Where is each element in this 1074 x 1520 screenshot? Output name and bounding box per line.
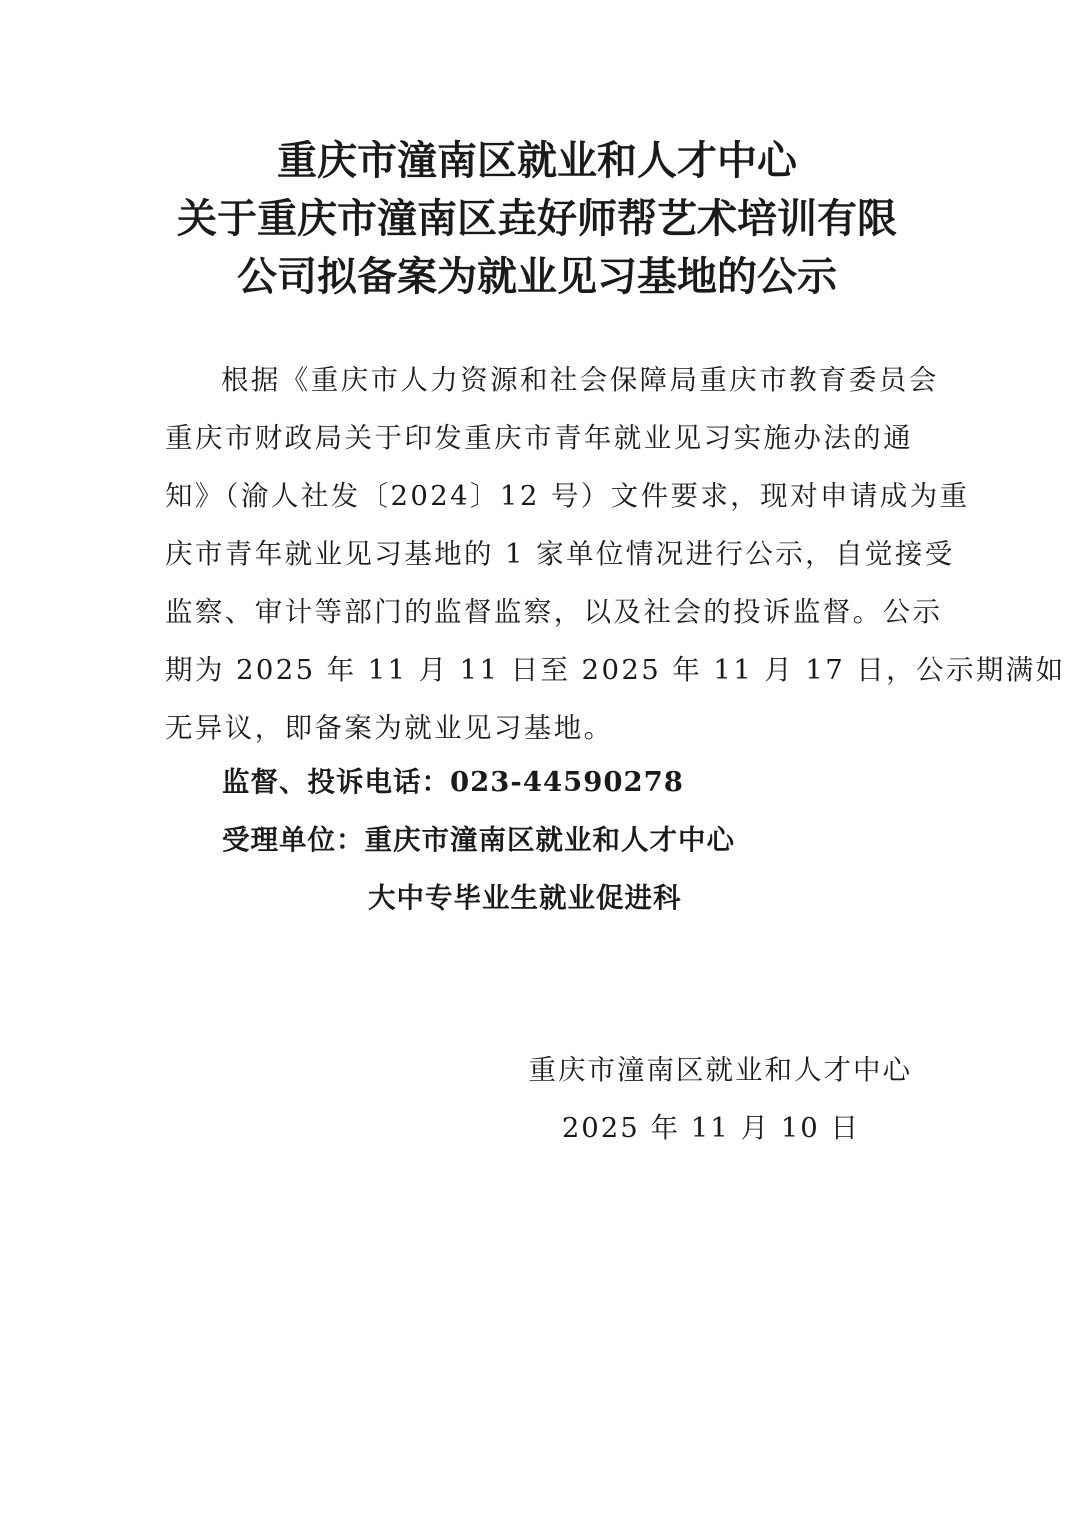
complaint-phone: 监督、投诉电话：023-44590278 — [222, 766, 684, 798]
signature-date: 2025 年 11 月 10 日 — [561, 1112, 860, 1144]
body-line-6: 期为 2025 年 11 月 11 日至 2025 年 11 月 17 日，公示期满如 — [165, 654, 1066, 686]
body-line-7: 无异议，即备案为就业见习基地。 — [165, 712, 614, 744]
title-line-1: 重庆市潼南区就业和人才中心 — [277, 137, 797, 184]
body-line-4: 庆市青年就业见习基地的 1 家单位情况进行公示，自觉接受 — [165, 538, 955, 570]
signature-organization: 重庆市潼南区就业和人才中心 — [528, 1054, 912, 1086]
body-paragraph — [165, 351, 1066, 757]
document-title — [0, 132, 1074, 306]
body-line-3: 知》（渝人社发〔2024〕12 号）文件要求，现对申请成为重 — [165, 480, 970, 512]
handling-department: 大中专毕业生就业促进科 — [368, 882, 682, 914]
body-line-5: 监察、审计等部门的监督监察，以及社会的投诉监督。公示 — [165, 596, 943, 628]
title-line-3: 公司拟备案为就业见习基地的公示 — [237, 253, 837, 300]
body-line-2: 重庆市财政局关于印发重庆市青年就业见习实施办法的通 — [165, 422, 913, 454]
body-line-1: 根据《重庆市人力资源和社会保障局重庆市教育委员会 — [221, 364, 939, 396]
handling-unit: 受理单位：重庆市潼南区就业和人才中心 — [222, 824, 735, 856]
title-line-2: 关于重庆市潼南区垚好师帮艺术培训有限 — [177, 195, 897, 242]
